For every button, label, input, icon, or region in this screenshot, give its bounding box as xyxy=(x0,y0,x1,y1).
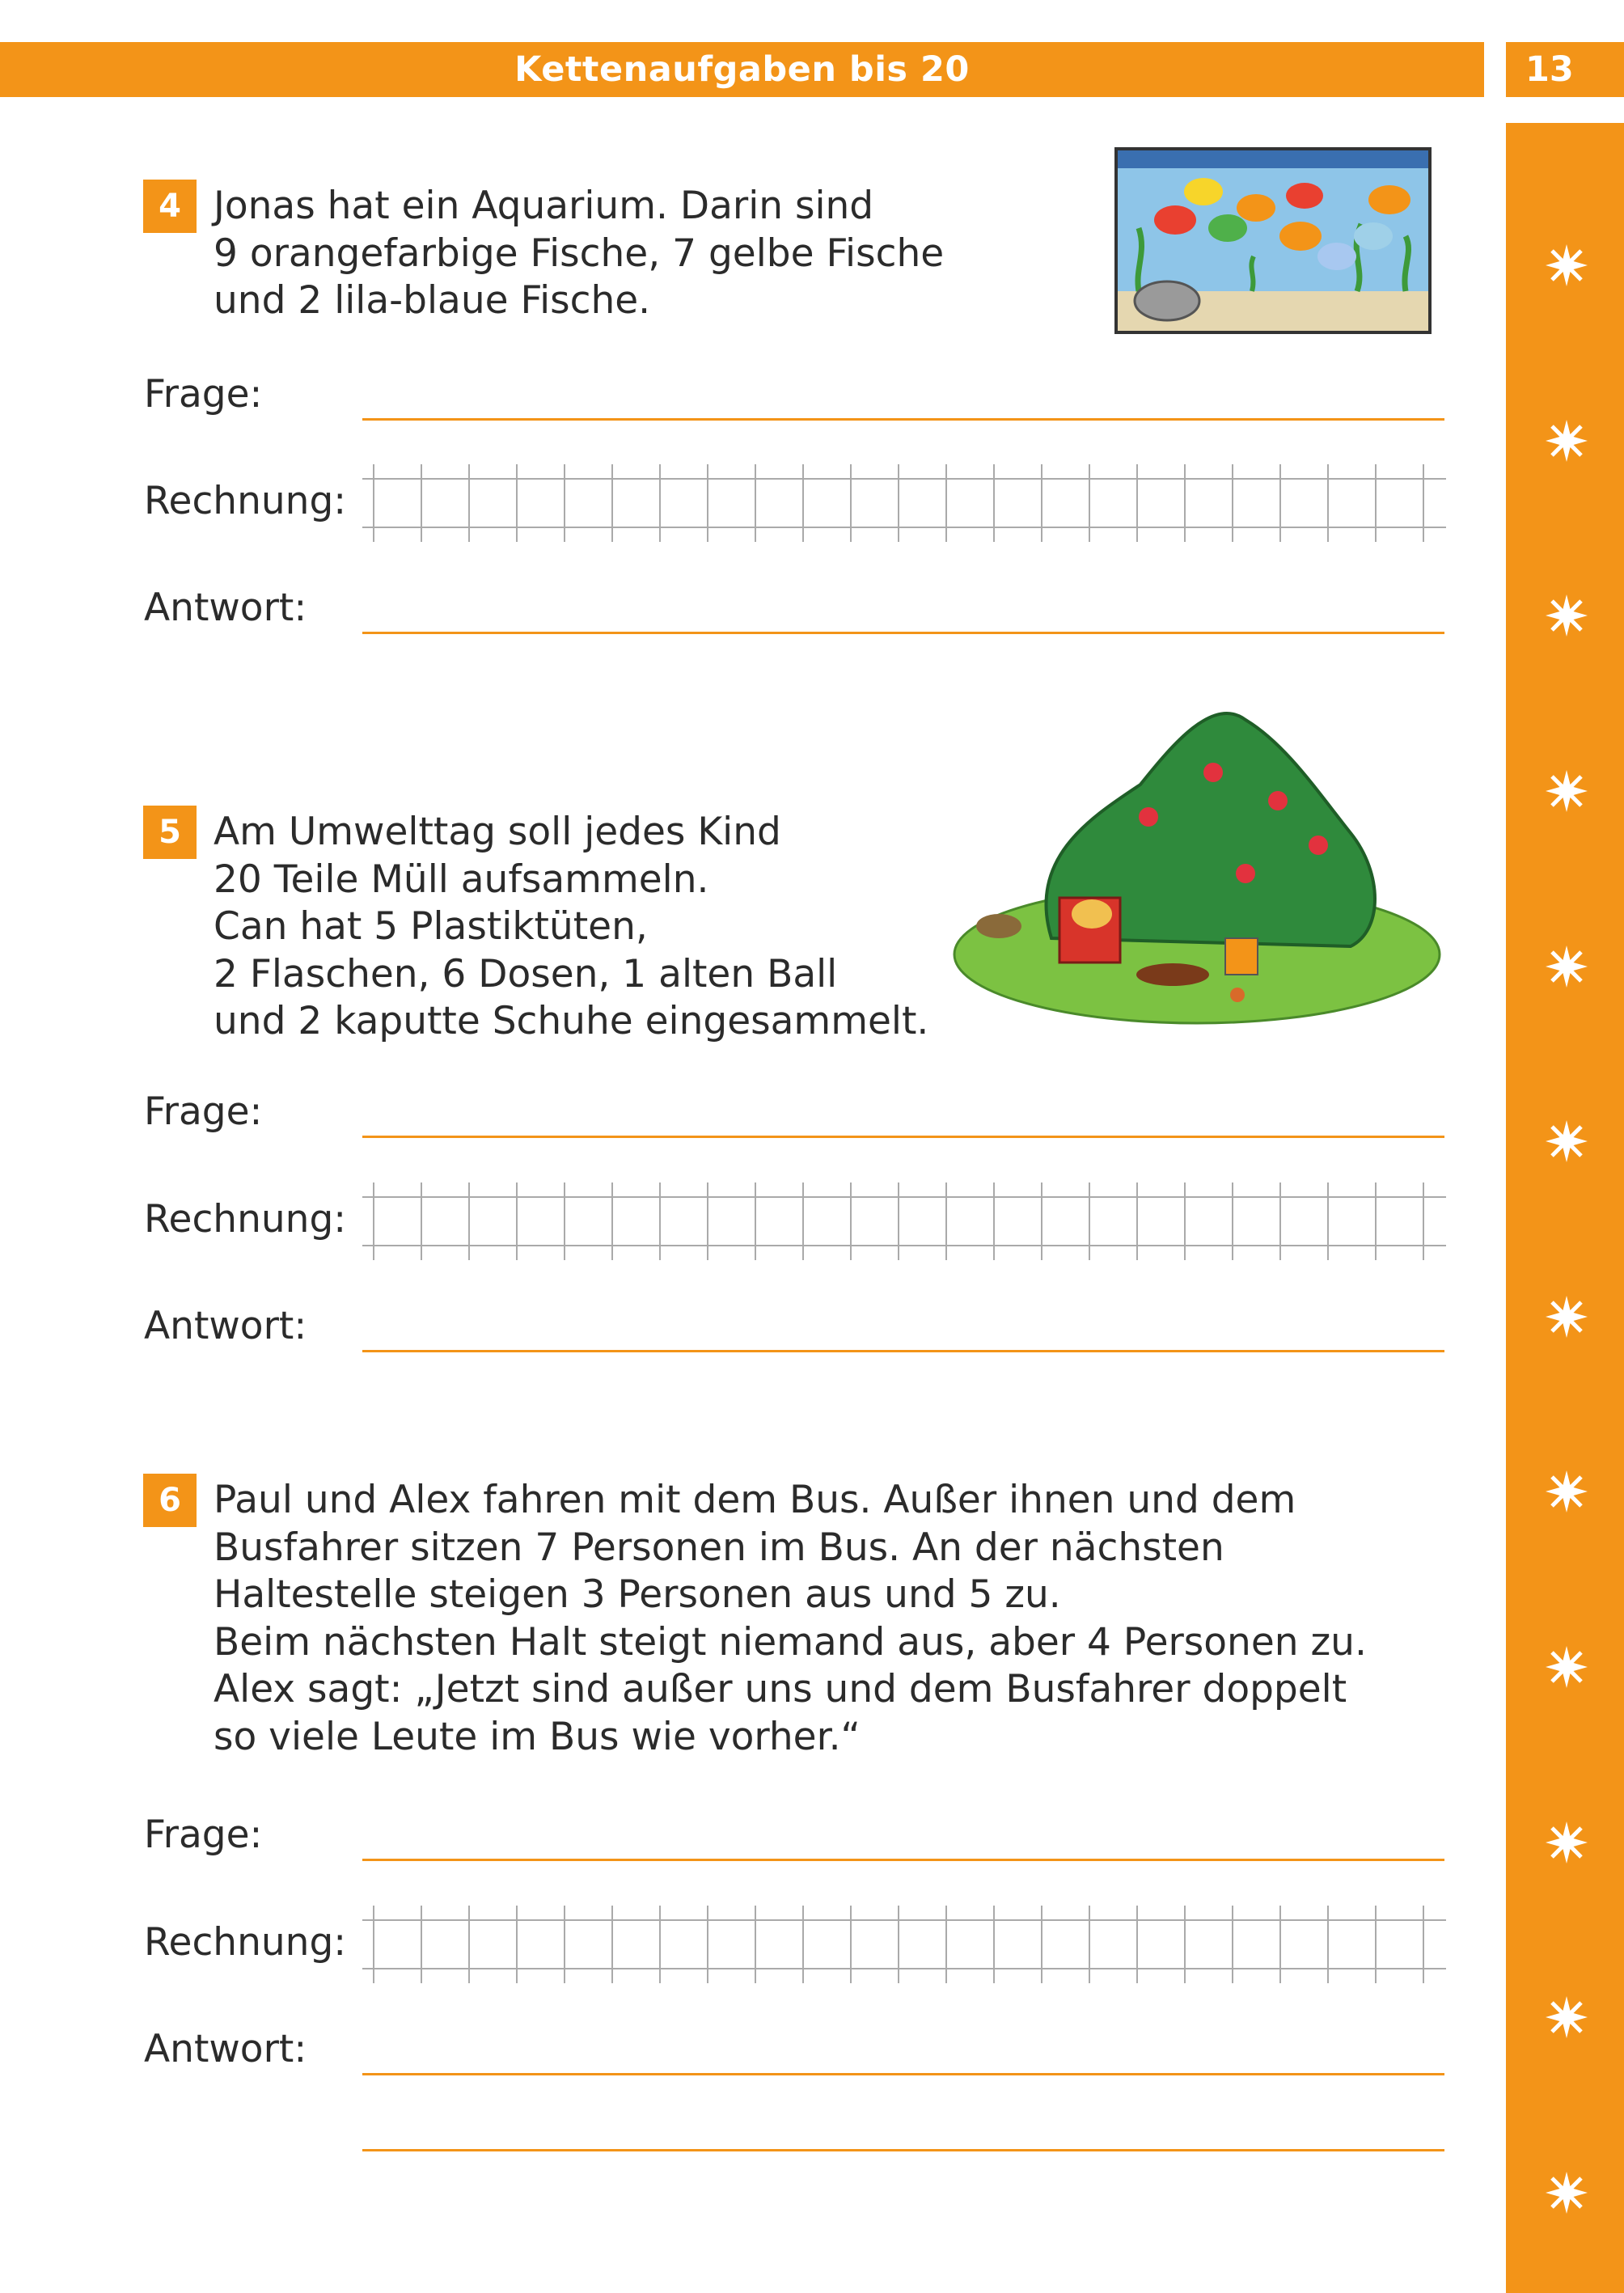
task-text xyxy=(214,809,928,1046)
task-line: und 2 lila-blaue Fische. xyxy=(214,278,651,323)
star-icon xyxy=(1544,1294,1589,1339)
task-line: Jonas hat ein Aquarium. Darin sind xyxy=(214,184,874,228)
star-icon xyxy=(1544,768,1589,814)
task-line: Busfahrer sitzen 7 Personen im Bus. An der nächsten xyxy=(214,1525,1224,1570)
star-icon xyxy=(1544,243,1589,288)
task-line: Haltestelle steigen 3 Personen aus und 5 zu. xyxy=(214,1572,1061,1617)
task-line: Alex sagt: „Jetzt sind außer uns und dem Busfahrer doppelt xyxy=(214,1667,1347,1711)
page-number-box xyxy=(1506,42,1624,97)
task-line: Can hat 5 Plastiktüten, xyxy=(214,904,648,949)
calculation-grid[interactable] xyxy=(362,1906,1446,1986)
calculation-label: Rechnung: xyxy=(144,1920,347,1965)
task-line: Beim nächsten Halt steigt niemand aus, aber 4 Personen zu. xyxy=(214,1619,1367,1665)
task-line: Am Umwelttag soll jedes Kind xyxy=(214,810,781,854)
star-icon xyxy=(1544,1469,1589,1514)
side-strip xyxy=(1506,123,1624,2293)
task-line: 2 Flaschen, 6 Dosen, 1 alten Ball xyxy=(214,951,838,996)
bush-with-litter-illustration xyxy=(946,696,1444,1035)
question-label: Frage: xyxy=(144,1089,263,1134)
header-bar xyxy=(0,42,1484,97)
answer-line[interactable] xyxy=(362,2073,1444,2075)
calculation-label: Rechnung: xyxy=(144,479,347,523)
question-label: Frage: xyxy=(144,372,263,417)
answer-line[interactable] xyxy=(362,1350,1444,1352)
task-line: 9 orangefarbige Fische, 7 gelbe Fische xyxy=(214,231,945,276)
task-line: Paul und Alex fahren mit dem Bus. Außer ihnen und dem xyxy=(214,1478,1296,1522)
task-text xyxy=(214,183,944,325)
star-icon xyxy=(1544,2170,1589,2215)
answer-label: Antwort: xyxy=(144,586,307,630)
answer-line-extra[interactable] xyxy=(362,2149,1444,2151)
calculation-grid[interactable] xyxy=(362,464,1446,545)
question-label: Frage: xyxy=(144,1813,263,1857)
page-number: 13 xyxy=(1525,49,1574,90)
task-line: so viele Leute im Bus wie vorher.“ xyxy=(214,1714,861,1759)
answer-label: Antwort: xyxy=(144,2027,307,2071)
star-icon xyxy=(1544,1644,1589,1690)
question-answer-line[interactable] xyxy=(362,418,1444,421)
answer-line[interactable] xyxy=(362,632,1444,634)
task-number-badge: 5 xyxy=(143,806,197,859)
calculation-label: Rechnung: xyxy=(144,1197,347,1242)
task-number-badge: 4 xyxy=(143,180,197,233)
task-text xyxy=(214,1477,1367,1761)
star-icon xyxy=(1544,1995,1589,2040)
aquarium-illustration xyxy=(1114,147,1432,334)
star-icon xyxy=(1544,1119,1589,1164)
page-title: Kettenaufgaben bis 20 xyxy=(514,49,970,90)
star-icon xyxy=(1544,944,1589,989)
star-icon xyxy=(1544,418,1589,463)
task-line: und 2 kaputte Schuhe eingesammelt. xyxy=(214,999,929,1043)
task-number-badge: 6 xyxy=(143,1474,197,1527)
task-line: 20 Teile Müll aufsammeln. xyxy=(214,857,709,902)
star-icon xyxy=(1544,593,1589,638)
answer-label: Antwort: xyxy=(144,1304,307,1348)
star-icon xyxy=(1544,1820,1589,1865)
question-answer-line[interactable] xyxy=(362,1136,1444,1138)
calculation-grid[interactable] xyxy=(362,1182,1446,1263)
question-answer-line[interactable] xyxy=(362,1859,1444,1861)
